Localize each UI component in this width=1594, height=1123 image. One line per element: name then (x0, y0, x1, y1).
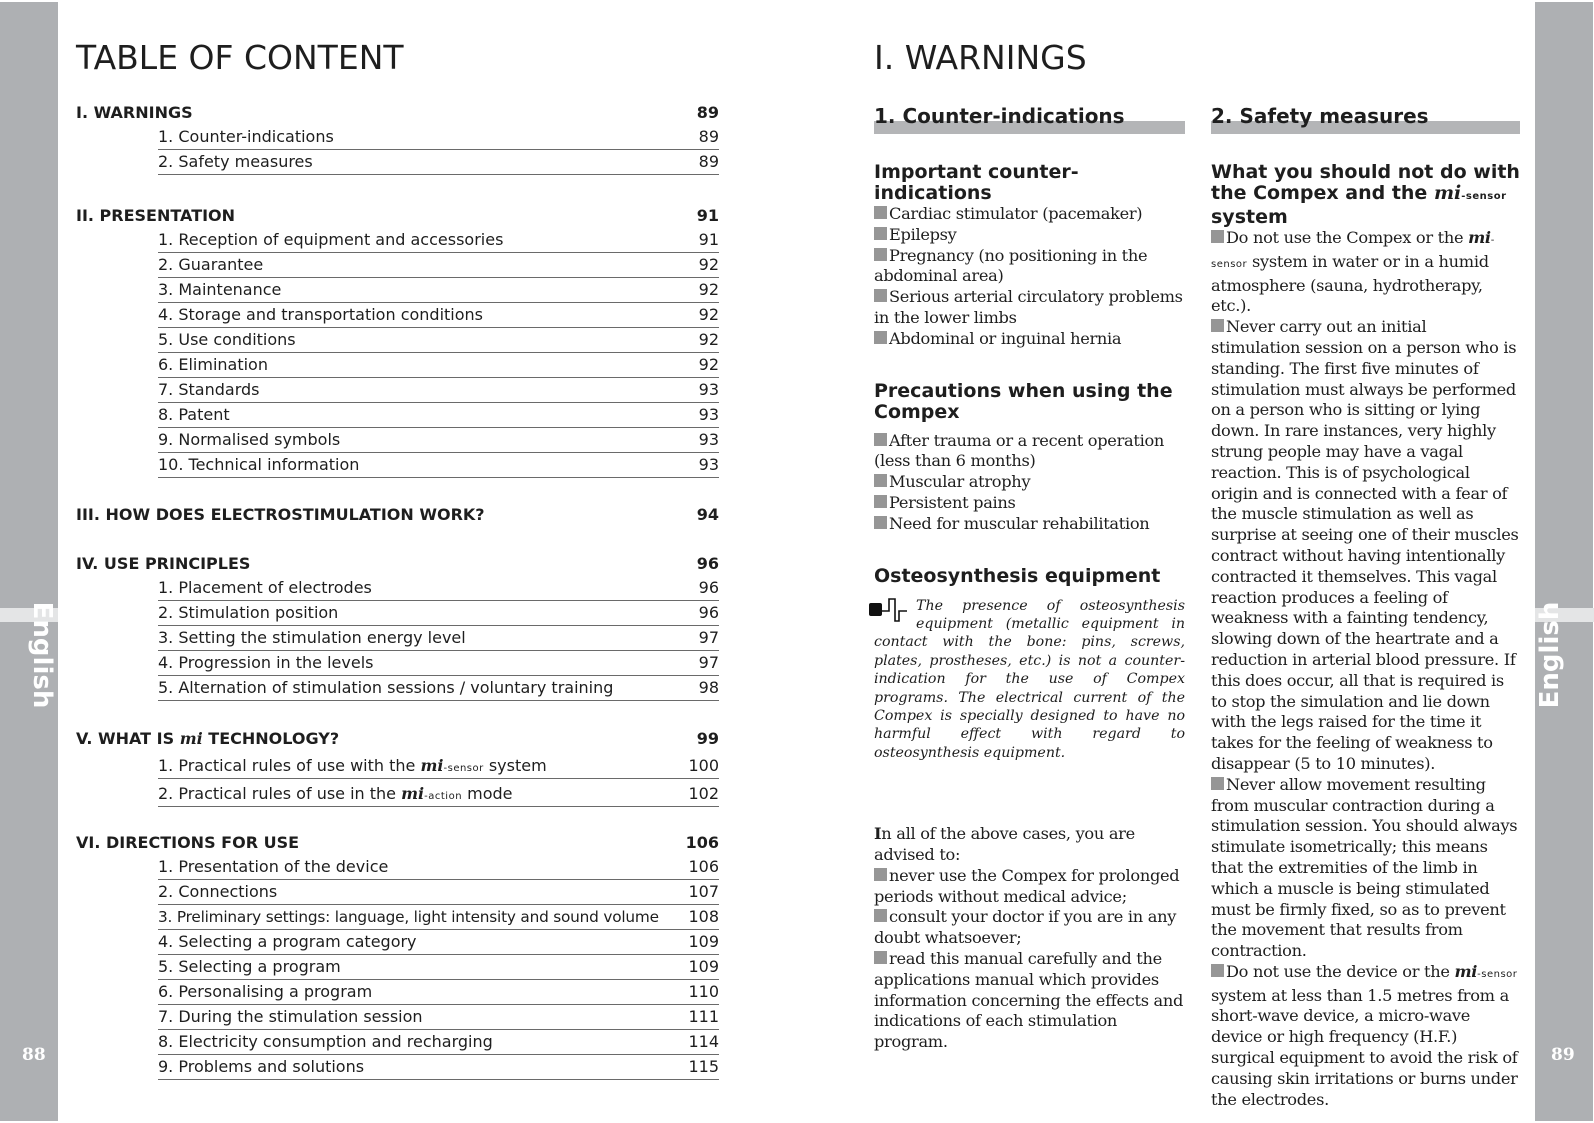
safety-measures-heading: 2. Safety measures (1211, 104, 1520, 134)
mi-logo-mark: mi (1433, 182, 1462, 204)
list-item: Epilepsy (874, 225, 1185, 246)
toc-entry[interactable]: 4. Storage and transportation conditions 92 (158, 303, 719, 328)
toc-entry[interactable]: 2. Practical rules of use in the mi-action mode 102 (158, 779, 719, 807)
toc-section-heading[interactable]: IV. USE PRINCIPLES 96 (76, 554, 719, 573)
warnings-title: I. WARNINGS (874, 38, 1087, 77)
toc-entry[interactable]: 8. Electricity consumption and recharging 114 (158, 1030, 719, 1055)
left-language-tab: English (27, 601, 57, 709)
safety-subheading: What you should not do with the Compex and the mi-sensor system (1211, 161, 1520, 228)
list-item: Persistent pains (874, 493, 1185, 514)
osteosynthesis-note: The presence of osteosynthesis equipment (metallic equipment in contact with the bone: pins, screws, plates, prostheses, etc.) is not a counter-indication for the use of Compex programs. The electrical current of the Compex is specially designed to have no harmful effect with regard to osteosynthesis equipment. (874, 595, 1185, 763)
list-item: consult your doctor if you are in any doubt whatsoever; (874, 907, 1177, 948)
toc-entry[interactable]: 2. Guarantee 92 (158, 253, 719, 278)
toc-entry[interactable]: 8. Patent 93 (158, 403, 719, 428)
important-counter-indications-heading: Important counter-indications (874, 161, 1079, 204)
mi-logo-mark: mi (401, 784, 425, 803)
toc-section-heading[interactable]: I. WARNINGS 89 (76, 103, 719, 122)
toc-entry[interactable]: 6. Personalising a program 110 (158, 980, 719, 1005)
list-item: Never carry out an initial stimulation session on a person who is standing. The first five minutes of stimulation must always be performed on a person who is sitting or lying down. In rare instances, very highly strung people may have a vagal reaction. This is of psychological origin and is connected with a fear of the muscle stimulation as well as surprise at seeing one of their muscles contract without having intentionally contracted it themselves. This vagal reaction produces a feeling of weakness with a fainting tendency, slowing down of the heartrate and a reduction in arterial blood pressure. If this does occur, all that is required is to stop the simulation and lie down with the legs raised for the time it takes for the feeling of weakness to disappear (5 to 10 minutes). (1211, 317, 1519, 773)
list-item: read this manual carefully and the applications manual which provides information concerning the effects and indications of each stimulation program. (874, 949, 1184, 1052)
advice-block: In all of the above cases, you are advised to: never use the Compex for prolonged periods without medical advice; consult your doctor if you are in any doubt whatsoever; read this manual carefully and the applications manual which provides information concerning the effects and indications of each stimulation program. (874, 824, 1184, 1052)
toc-entry[interactable]: 9. Problems and solutions 115 (158, 1055, 719, 1080)
toc-entry[interactable]: 1. Placement of electrodes 96 (158, 576, 719, 601)
toc-entry[interactable]: 2. Stimulation position 96 (158, 601, 719, 626)
important-counter-indications-list (874, 204, 1185, 350)
bullet-square-icon (874, 474, 887, 487)
mi-logo-mark: mi (420, 756, 444, 775)
toc-entry[interactable]: 10. Technical information 93 (158, 453, 719, 478)
right-page-number: 89 (1551, 1045, 1575, 1065)
bullet-square-icon (874, 227, 887, 240)
bullet-square-icon (1211, 777, 1224, 790)
list-item: Do not use the device or the mi-sensor system at less than 1.5 metres from a short-wave device, a micro-wave device or high frequency (H.F.) surgical equipment to avoid the risk of causing skin irritations or burns under the electrodes. (1211, 961, 1518, 1109)
toc-entry[interactable]: 5. Selecting a program 109 (158, 955, 719, 980)
list-item: Serious arterial circulatory problems in the lower limbs (874, 287, 1183, 327)
bullet-square-icon (1211, 964, 1224, 977)
toc-section-heading[interactable]: V. WHAT IS mi TECHNOLOGY? 99 (76, 729, 719, 748)
mi-logo-mark: mi (1468, 228, 1491, 247)
bullet-square-icon (874, 909, 887, 922)
bullet-square-icon (1211, 319, 1224, 332)
toc-title: TABLE OF CONTENT (76, 38, 404, 77)
list-item: never use the Compex for prolonged periods without medical advice; (874, 865, 1180, 906)
right-side-strip (1535, 2, 1593, 1121)
toc-entry[interactable]: 2. Connections 107 (158, 880, 719, 905)
pulse-waveform-icon (869, 597, 913, 621)
precautions-heading: Precautions when using the Compex (874, 379, 1173, 423)
safety-measures-column (1211, 104, 1520, 1110)
bullet-square-icon (874, 331, 887, 344)
list-item: Never allow movement resulting from muscular contraction during a stimulation session. You should always stimulate isometrically; this means that the extremities of the limb in which a muscle is being stimulated must be firmly fixed, so as to prevent the movement that results from contraction. (1211, 774, 1518, 961)
left-side-strip (0, 2, 58, 1121)
toc-entry[interactable]: 4. Progression in the levels 97 (158, 651, 719, 676)
toc-entry[interactable]: 3. Maintenance 92 (158, 278, 719, 303)
toc-entry[interactable]: 2. Safety measures 89 (158, 150, 719, 175)
bullet-square-icon (874, 433, 887, 446)
bullet-square-icon (874, 289, 887, 302)
toc-entry[interactable]: 7. Standards 93 (158, 378, 719, 403)
list-item: Pregnancy (no positioning in the abdominal area) (874, 245, 1148, 286)
table-of-contents (76, 100, 719, 1080)
toc-entry[interactable]: 6. Elimination 92 (158, 353, 719, 378)
bullet-square-icon (874, 495, 887, 508)
toc-section-heading[interactable]: II. PRESENTATION 91 (76, 206, 719, 225)
list-item: Do not use the Compex or the mi-sensor system in water or in a humid atmosphere (sauna, hydrotherapy, etc.). (1211, 228, 1495, 316)
toc-entry[interactable]: 3. Setting the stimulation energy level 97 (158, 626, 719, 651)
toc-entry[interactable]: 9. Normalised symbols 93 (158, 428, 719, 453)
toc-entry[interactable]: 5. Alternation of stimulation sessions / voluntary training 98 (158, 676, 719, 701)
mi-logo-mark: mi (1454, 961, 1478, 981)
toc-section-heading[interactable]: VI. DIRECTIONS FOR USE 106 (76, 833, 719, 852)
left-page-number: 88 (22, 1045, 46, 1065)
list-item: Cardiac stimulator (pacemaker) (874, 204, 1185, 225)
toc-entry[interactable]: 1. Counter-indications 89 (158, 125, 719, 150)
toc-entry[interactable]: 4. Selecting a program category 109 (158, 930, 719, 955)
toc-entry[interactable]: 3. Preliminary settings: language, light intensity and sound volume 108 (158, 905, 719, 930)
toc-entry[interactable]: 7. During the stimulation session 111 (158, 1005, 719, 1030)
list-item: After trauma or a recent operation (less than 6 months) (874, 430, 1165, 471)
toc-entry[interactable]: 1. Practical rules of use with the mi-sensor system 100 (158, 751, 719, 779)
bullet-square-icon (874, 206, 887, 219)
safety-measures-list (1211, 228, 1520, 1110)
bullet-square-icon (874, 951, 887, 964)
list-item: Muscular atrophy (874, 472, 1185, 493)
list-item: Need for muscular rehabilitation (874, 514, 1185, 535)
bullet-square-icon (874, 516, 887, 529)
bullet-square-icon (874, 248, 887, 261)
list-item: Abdominal or inguinal hernia (874, 329, 1185, 350)
toc-entry[interactable]: 1. Presentation of the device 106 (158, 855, 719, 880)
counter-indications-column (874, 104, 1185, 1053)
counter-indications-heading: 1. Counter-indications (874, 104, 1185, 134)
toc-entry[interactable]: 5. Use conditions 92 (158, 328, 719, 353)
bullet-square-icon (1211, 230, 1224, 243)
bullet-square-icon (874, 868, 887, 881)
mi-logo-mark: mi (179, 729, 203, 748)
toc-entry[interactable]: 1. Reception of equipment and accessories 91 (158, 228, 719, 253)
precautions-list (874, 431, 1185, 535)
toc-section-heading[interactable]: III. HOW DOES ELECTROSTIMULATION WORK? 94 (76, 505, 719, 524)
osteosynthesis-heading: Osteosynthesis equipment (874, 564, 1161, 587)
right-language-tab: English (1535, 601, 1565, 709)
